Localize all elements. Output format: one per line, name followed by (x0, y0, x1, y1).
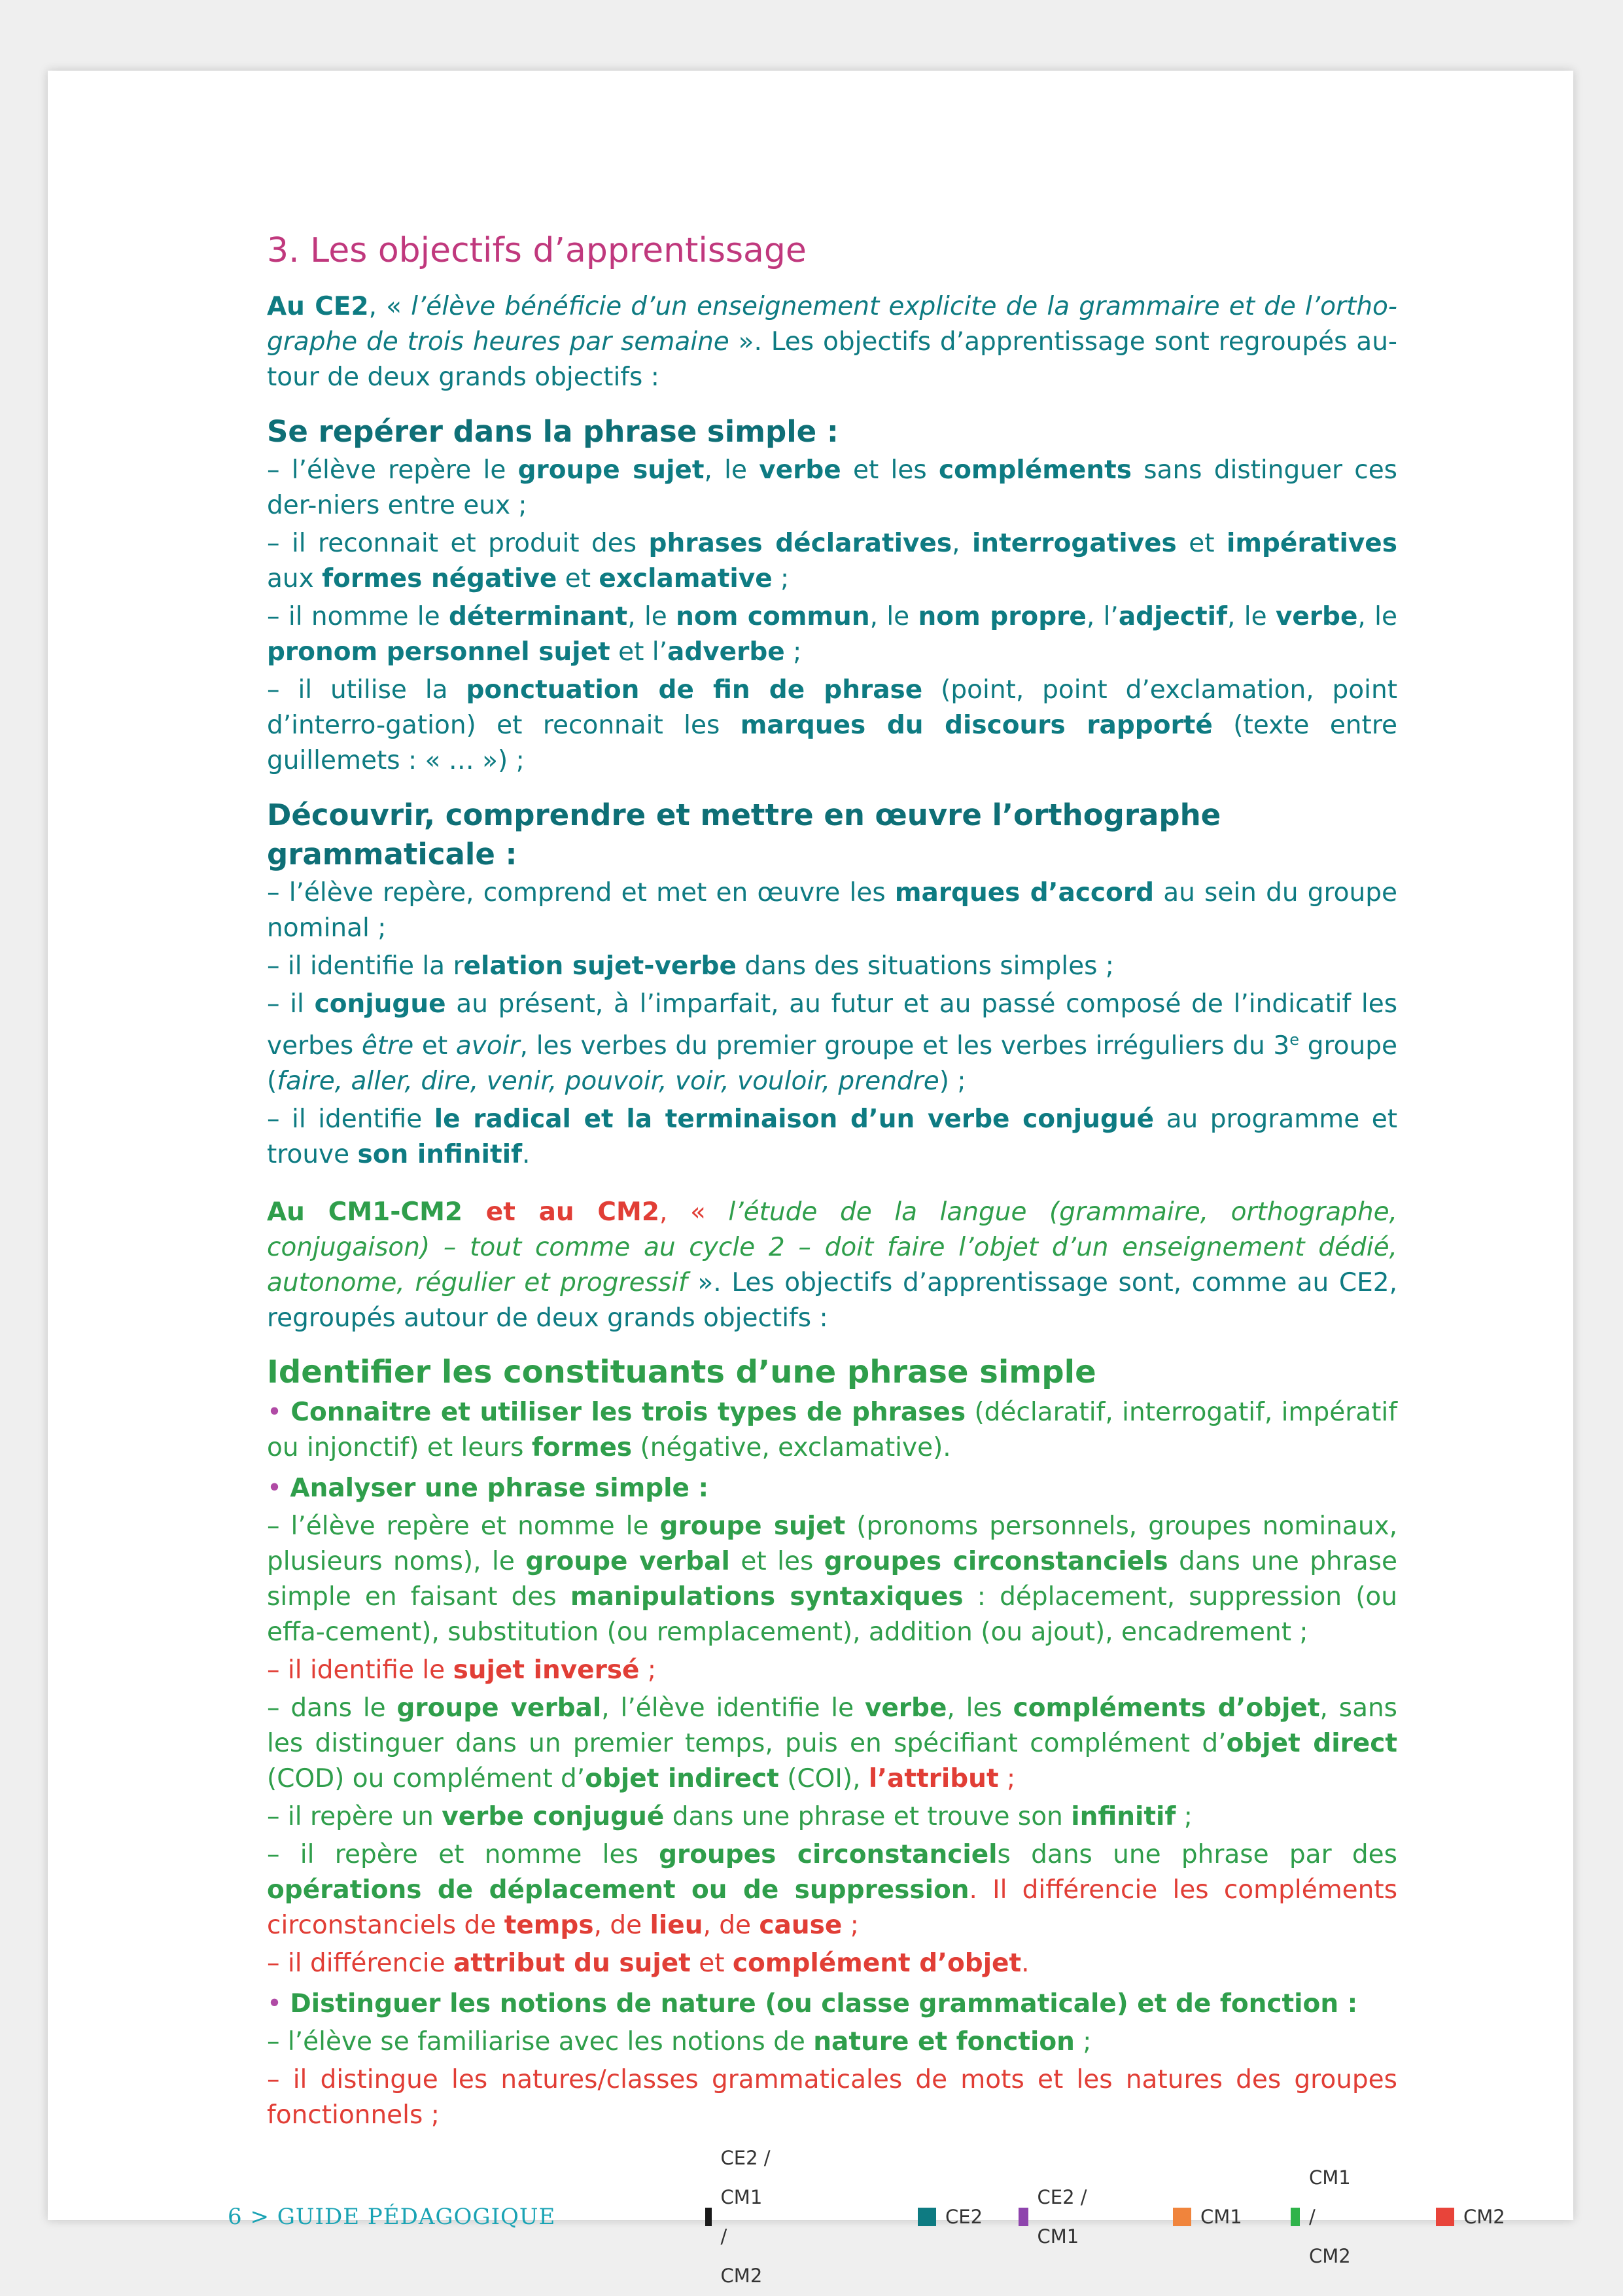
b2-item-1: – l’élève repère et nomme le groupe sujet (pronoms personnels, groupes nominaux, plusieurs noms), le groupe verbal et les groupes circonstanciels dans une phrase simple en faisant des manipulations syntaxiques : déplacement, suppression (ou effa-cement), substitution (ou remplacement), addition (ou ajout), encadrement ; (267, 1511, 1398, 1647)
ce2-quote: l’élève bénéficie d’un enseignement explicite de la grammaire et de l’ortho-graphe de trois heures par semaine (267, 292, 1397, 357)
legend-swatch (1436, 2208, 1454, 2226)
h1-item-3: – il nomme le déterminant, le nom commun, le nom propre, l’adjectif, le verbe, le pronom personnel sujet et l’adverbe ; (267, 602, 1398, 667)
b2-item-5: – il repère et nomme les groupes circonstanciels dans une phrase par des opérations de déplacement ou de suppression. Il différencie les compléments circonstanciels de temps, de lieu, de cause ; (267, 1840, 1398, 1940)
b3-item-2: – il distingue les natures/classes grammaticales de mots et les natures des groupes fonctionnels ; (267, 2065, 1397, 2130)
page-footer (228, 2147, 1536, 2287)
footer-guide-label: 6 > GUIDE PÉDAGOGIQUE (228, 2204, 556, 2230)
cm-rest: ». Les objectifs d’apprentissage sont, comme au CE2, regroupés autour de deux grands objectifs : (267, 1268, 1397, 1333)
bullet-analyser: • Analyser une phrase simple : (267, 1474, 709, 1503)
b2-item-4: – il repère un verbe conjugué dans une phrase et trouve son infinitif ; (267, 1802, 1193, 1831)
b2-item-3: – dans le groupe verbal, l’élève identifie le verbe, les compléments d’objet, sans les distinguer dans un premier temps, puis en spécifiant complément d’objet direct (COD) ou complément d’objet indirect (COI), l’attribut ; (267, 1693, 1398, 1793)
h2-item-2: – il identifie la relation sujet-verbe dans des situations simples ; (267, 951, 1114, 981)
main-content (267, 228, 1397, 2133)
h2-item-4: – il identifie le radical et la terminaison d’un verbe conjugué au programme et trouve son infinitif. (267, 1104, 1397, 1169)
bullet-dot: • (267, 1474, 283, 1503)
bullet-dot: • (267, 1398, 283, 1427)
b2-item-2: – il identifie le sujet inversé ; (267, 1655, 657, 1685)
b2-item-6: – il différencie attribut du sujet et complément d’objet. (267, 1949, 1030, 1978)
document-page (48, 71, 1573, 2287)
cm-quote: l’étude de la langue (grammaire, orthographe, conjugaison) – tout comme au cycle 2 – doit faire l’objet d’un enseignement dédié, autonome, régulier et progressif (267, 1197, 1397, 1298)
ce2-lead: Au CE2 (267, 292, 369, 321)
ce2-rest: ». Les objectifs d’apprentissage sont regroupés au-tour de deux grands objectifs : (267, 327, 1397, 392)
legend-item: CM1 / CM2 (1291, 2197, 1360, 2236)
ce2-intro (267, 289, 1397, 395)
legend-item: CM1 (1173, 2197, 1242, 2236)
ce2-comma: , « (368, 292, 411, 321)
legend-swatch (1019, 2208, 1028, 2226)
b3-item-1: – l’élève se familiarise avec les notions de nature et fonction ; (267, 2027, 1092, 2057)
bullet-connaitre: • Connaitre et utiliser les trois types de phrases (déclaratif, interrogatif, impératif ou injonctif) et leurs formes (négative, exclamative). (267, 1398, 1397, 1462)
legend-swatch (705, 2208, 712, 2226)
h1-item-4: – il utilise la ponctuation de fin de phrase (point, point d’exclamation, point d’interro-gation) et reconnait les marques du discours rapporté (texte entre guillemets : « … ») ; (267, 675, 1397, 775)
legend-item: CE2 / CM1 / CM2 (705, 2197, 775, 2236)
bullet-dot: • (267, 1989, 283, 2019)
heading-se-reperer: Se repérer dans la phrase simple : (267, 414, 839, 449)
spacer (267, 1173, 1397, 1195)
h1-item-2: – il reconnait et produit des phrases déclaratives, interrogatives et impératives aux formes négative et exclamative ; (267, 529, 1397, 593)
legend-swatch (1291, 2208, 1300, 2226)
bullet-distinguer: • Distinguer les notions de nature (ou classe grammaticale) et de fonction : (267, 1989, 1358, 2019)
h2-item-1: – l’élève repère, comprend et met en œuvre les marques d’accord au sein du groupe nominal ; (267, 878, 1397, 943)
cm-intro: Au CM1-CM2 et au CM2, « l’étude de la langue (grammaire, orthographe, conjugaison) – tout comme au cycle 2 – doit faire l’objet d’un enseignement dédié, autonome, régulier et progressif ». Les objectifs d’apprentissage sont, comme au CE2, regroupés autour de deux grands objectifs : (267, 1197, 1397, 1333)
legend-swatch (1173, 2208, 1191, 2226)
heading-decouvrir: Découvrir, comprendre et mettre en œuvre l’orthographe grammaticale : (267, 798, 1221, 872)
cm-lead-2: et au CM2 (462, 1197, 659, 1227)
legend-item: CM2 (1436, 2197, 1505, 2236)
cm-lead-1: Au CM1-CM2 (267, 1197, 463, 1227)
h1-item-1: – l’élève repère le groupe sujet, le verbe et les compléments sans distinguer ces der-niers entre eux ; (267, 455, 1398, 520)
legend-item: CE2 (918, 2197, 983, 2236)
legend-swatch (918, 2208, 936, 2226)
legend-item: CE2 / CM1 (1019, 2197, 1088, 2236)
h2-item-3: – il conjugue au présent, à l’imparfait, au futur et au passé composé de l’indicatif les verbes être et avoir, les verbes du premier groupe et les verbes irréguliers du 3e groupe (faire, aller, dire, venir, pouvoir, voir, vouloir, prendre) ; (267, 989, 1398, 1096)
heading-identifier: Identifier les constituants d’une phrase simple (267, 1354, 1096, 1390)
section-title: 3. Les objectifs d’apprentissage (267, 231, 807, 270)
